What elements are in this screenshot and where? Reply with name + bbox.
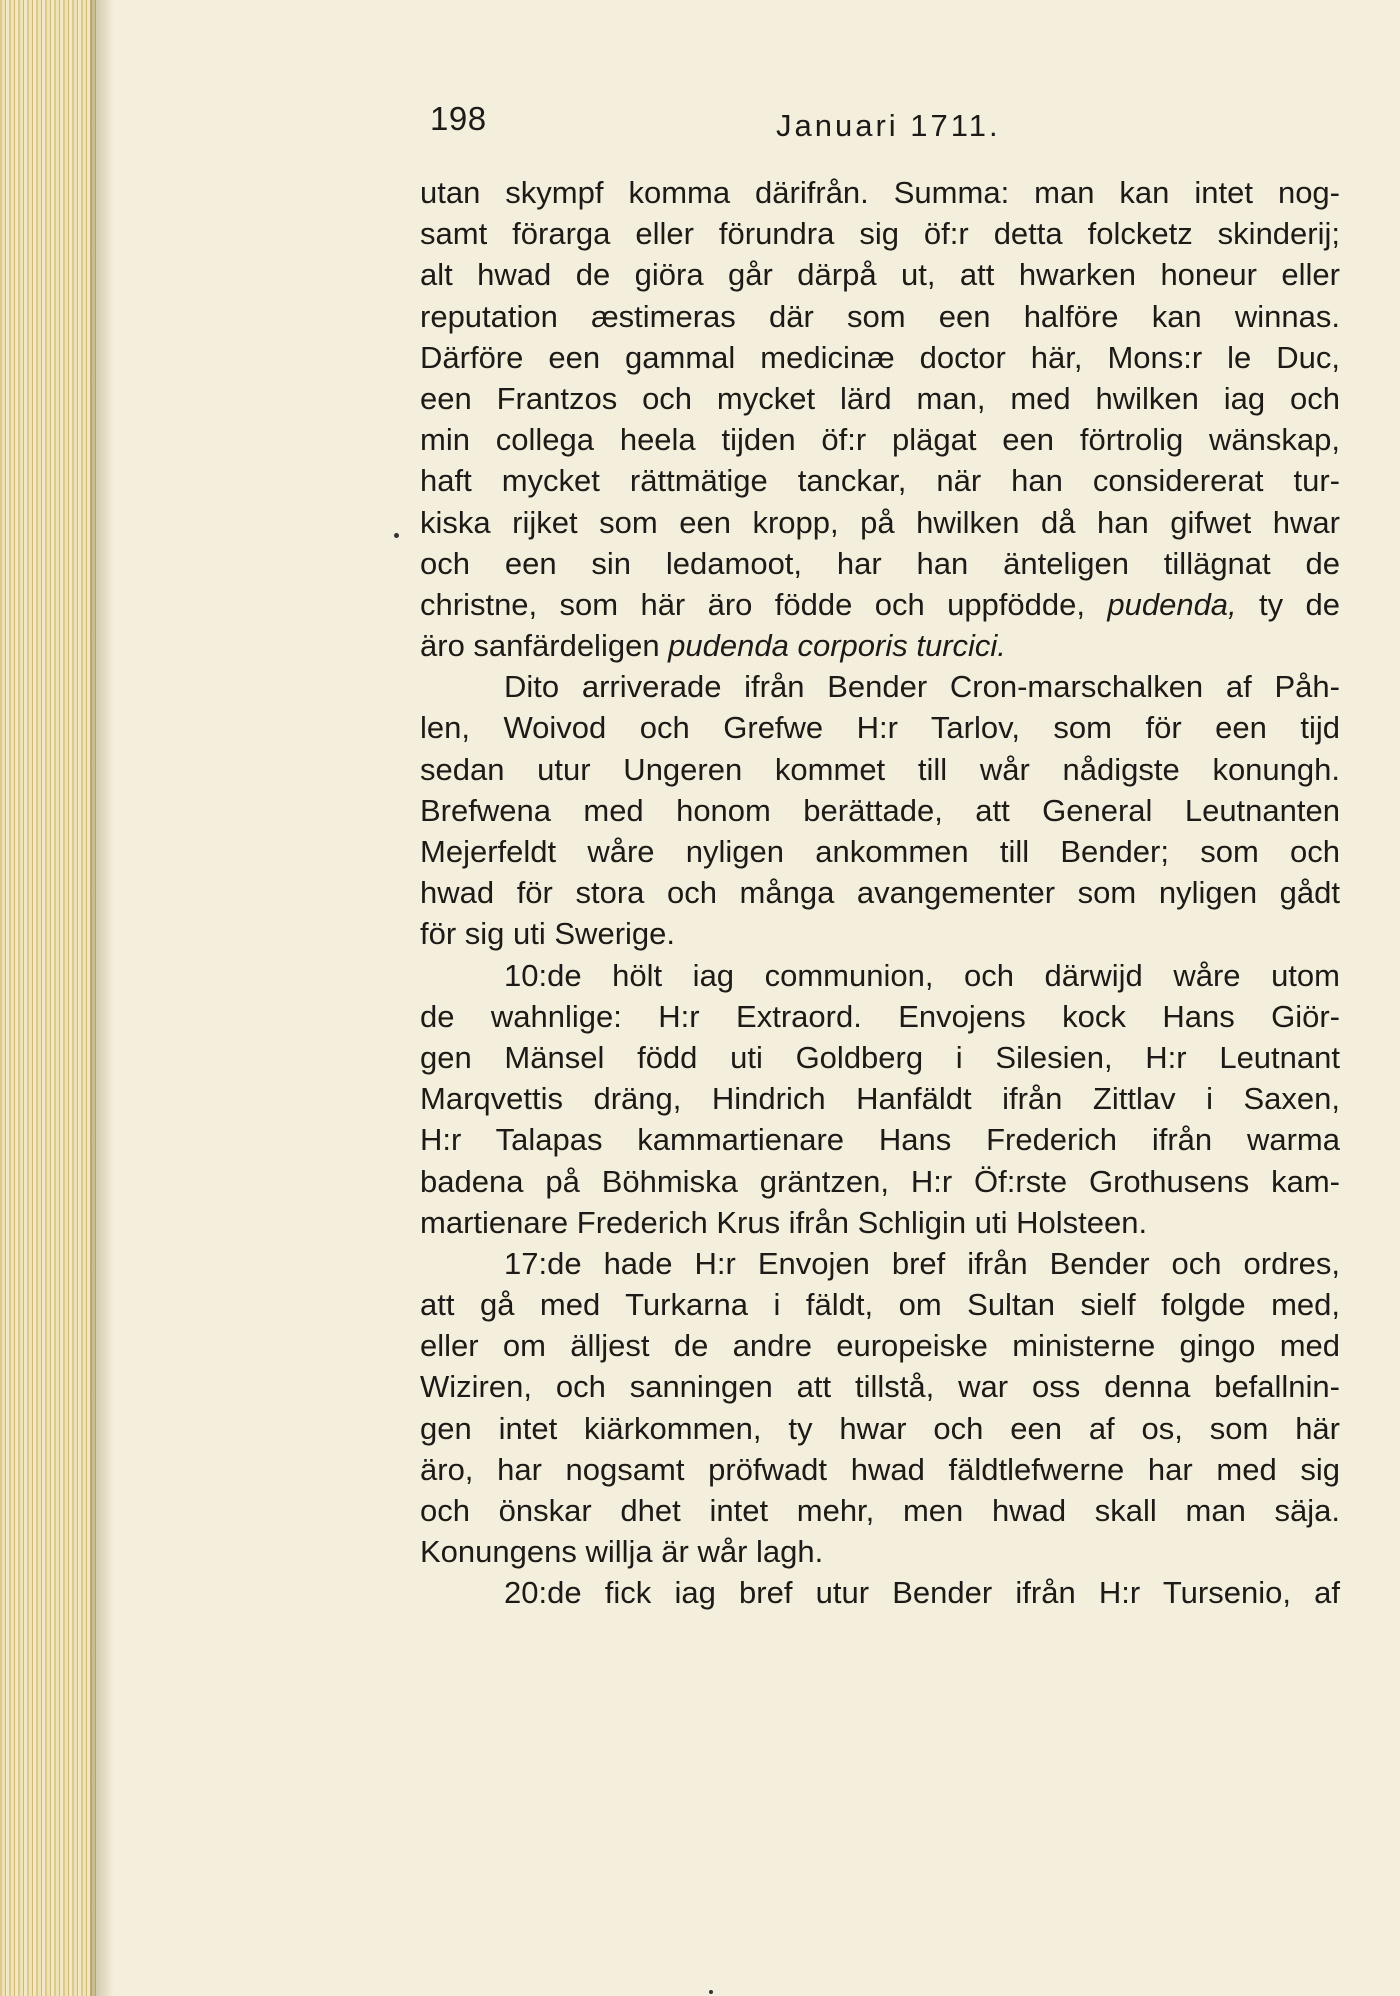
text-segment: samt förarga eller förundra sig öf:r detta folcketz skinderij; [420, 216, 1340, 252]
text-segment: och een sin ledamoot, har han änteligen tillägnat de [420, 545, 1340, 581]
text-line [420, 172, 1340, 213]
text-segment: ty de [1236, 586, 1340, 622]
text-segment: hwad för stora och många avangementer som nyligen gådt [420, 875, 1340, 911]
text-line [420, 749, 1340, 790]
text-segment: utan skympf komma därifrån. Summa: man kan intet nog- [420, 175, 1340, 210]
text-line [420, 1284, 1340, 1325]
text-line [420, 296, 1340, 337]
text-line [420, 213, 1340, 254]
text-line [420, 1119, 1340, 1160]
running-title: Januari 1711. [776, 108, 1001, 143]
text-line [420, 584, 1340, 625]
text-line [420, 1490, 1340, 1531]
text-line [420, 831, 1340, 872]
text-segment: Konungens willja är wår lagh. [420, 1534, 824, 1570]
text-segment: reputation æstimeras där som een halföre kan winnas. [420, 298, 1340, 334]
text-segment: eller om älljest de andre europeiske ministerne gingo med [420, 1328, 1340, 1364]
text-line [420, 955, 1340, 996]
text-segment: kiska rijket som een kropp, på hwilken då han gifwet hwar [420, 504, 1340, 540]
text-segment: een Frantzos och mycket lärd man, med hwilken iag och [420, 380, 1340, 416]
text-line [420, 790, 1340, 831]
text-segment: Därföre een gammal medicinæ doctor här, Mons:r le Duc, [420, 339, 1340, 375]
text-segment: att gå med Turkarna i fäldt, om Sultan sielf folgde med, [420, 1287, 1340, 1323]
text-line [420, 625, 1340, 666]
text-segment: H:r Talapas kammartienare Hans Frederich ifrån warma [420, 1122, 1340, 1158]
text-line [420, 1572, 1340, 1613]
text-segment: haft mycket rättmätige tanckar, när han considererat tur- [420, 463, 1340, 499]
text-line [420, 1202, 1340, 1243]
text-line [420, 707, 1340, 748]
text-line [420, 419, 1340, 460]
text-segment: badena på Böhmiska gräntzen, H:r Öf:rste Grothusens kam- [420, 1163, 1340, 1199]
text-segment: martienare Frederich Krus ifrån Schligin uti Holsteen. [420, 1204, 1148, 1240]
page-header [430, 100, 1350, 150]
text-segment: äro, har nogsamt pröfwadt hwad fäldtlefwerne har med sig [420, 1451, 1340, 1487]
text-line [420, 337, 1340, 378]
text-segment: Mejerfeldt wåre nyligen ankommen till Bender; som och [420, 834, 1340, 869]
page-edges-stack [0, 0, 96, 1996]
text-segment: äro sanfärdeligen [420, 628, 669, 664]
text-line [420, 1531, 1340, 1572]
text-line [420, 460, 1340, 501]
text-segment: Dito arriverade ifrån Bender Cron-marschalken af Påh- [504, 669, 1340, 705]
text-segment: för sig uti Swerige. [420, 916, 675, 952]
text-line [420, 1161, 1340, 1202]
text-segment: Brefwena med honom berättade, att General Leutnanten [420, 792, 1340, 828]
text-line [420, 666, 1340, 707]
body-text [420, 172, 1340, 1614]
gutter-shadow [90, 0, 114, 1996]
text-line [420, 502, 1340, 543]
page-number: 198 [430, 100, 487, 137]
text-line [420, 913, 1340, 954]
italic-text: pudenda corporis turcici. [668, 628, 1006, 664]
text-segment: och önskar dhet intet mehr, men hwad skall man säja. [420, 1493, 1340, 1528]
text-segment: Marqvettis dräng, Hindrich Hanfäldt ifrån Zittlav i Saxen, [420, 1081, 1340, 1117]
text-segment: 20:de fick iag bref utur Bender ifrån H:r Tursenio, af [504, 1575, 1340, 1611]
print-speck [709, 1990, 713, 1994]
text-line [420, 1325, 1340, 1366]
text-segment: 10:de hölt iag communion, och därwijd wåre utom [504, 957, 1340, 993]
text-segment: christne, som här äro födde och uppfödde, [420, 586, 1108, 622]
text-line [420, 1078, 1340, 1119]
text-line [420, 1408, 1340, 1449]
text-line [420, 1243, 1340, 1284]
text-segment: gen Mänsel född uti Goldberg i Silesien, H:r Leutnant [420, 1039, 1340, 1075]
text-segment: de wahnlige: H:r Extraord. Envojens kock Hans Giör- [420, 998, 1340, 1034]
text-line [420, 1037, 1340, 1078]
text-line [420, 378, 1340, 419]
text-line [420, 1366, 1340, 1407]
text-line [420, 254, 1340, 295]
text-segment: min collega heela tijden öf:r plägat een förtrolig wänskap, [420, 422, 1340, 458]
text-segment: Wiziren, och sanningen att tillstå, war oss denna befallnin- [420, 1369, 1340, 1405]
text-segment: alt hwad de giöra går därpå ut, att hwarken honeur eller [420, 257, 1340, 293]
text-line [420, 543, 1340, 584]
text-segment: len, Woivod och Grefwe H:r Tarlov, som för een tijd [420, 710, 1340, 746]
text-line [420, 872, 1340, 913]
text-line [420, 996, 1340, 1037]
text-segment: sedan utur Ungeren kommet till wår nådigste konungh. [420, 751, 1340, 787]
italic-text: pudenda, [1107, 586, 1237, 622]
text-line [420, 1449, 1340, 1490]
text-segment: gen intet kiärkommen, ty hwar och een af os, som här [420, 1410, 1340, 1446]
print-speck [394, 533, 399, 538]
text-segment: 17:de hade H:r Envojen bref ifrån Bender och ordres, [504, 1245, 1340, 1281]
